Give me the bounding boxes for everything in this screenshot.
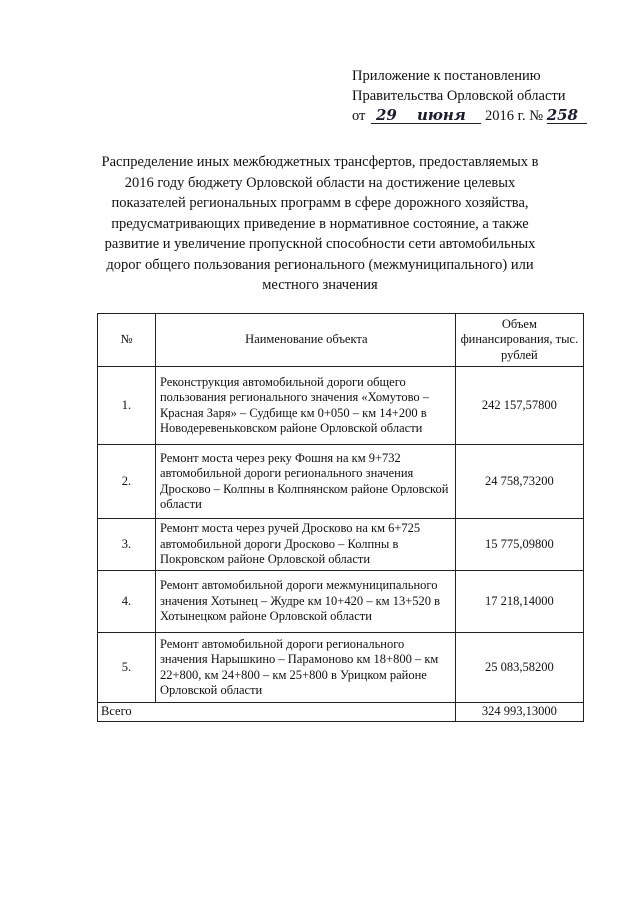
header-date-line: [352, 106, 592, 126]
row-sum: 25 083,58200: [455, 633, 583, 703]
distribution-table: [97, 313, 584, 722]
table-row: [98, 519, 584, 571]
handwritten-day: 29: [371, 107, 401, 124]
table-row: [98, 633, 584, 703]
from-label: от: [352, 108, 366, 124]
row-name: Реконструкция автомобильной дороги общего пользования регионального значения «Хомутово – Красная Заря» – Судбище км 0+050 – км 14+200 в Новодеревеньковском районе Орловской области: [155, 367, 455, 445]
col-header-sum: Объем финансирования, тыс. рублей: [455, 314, 583, 367]
row-name: Ремонт моста через реку Фошня на км 9+732 автомобильной дороги регионального значения Дросково – Колпны в Колпнянском районе Орловской области: [155, 445, 455, 519]
row-sum: 15 775,09800: [455, 519, 583, 571]
row-num: 2.: [98, 445, 156, 519]
total-sum: 324 993,13000: [455, 703, 583, 722]
row-sum: 242 157,57800: [455, 367, 583, 445]
document-title: Распределение иных межбюджетных трансфертов, предоставляемых в 2016 году бюджету Орловской области на достижение целевых показателей региональных программ в сфере дорожного хозяйства, предусматривающих приведение в нормативное состояние, а также развитие и увеличение пропускной способности сети автомобильных дорог общего пользования регионального (межмуниципального) или местного значения: [101, 154, 539, 293]
header-line-2: Правительства Орловской области: [352, 88, 566, 104]
total-label: Всего: [98, 703, 456, 722]
table-header-row: [98, 314, 584, 367]
row-num: 4.: [98, 571, 156, 633]
year-label: 2016 г.: [485, 108, 526, 124]
handwritten-month: июня: [401, 107, 481, 124]
table-row: [98, 445, 584, 519]
header-line-1: Приложение к постановлению: [352, 68, 541, 84]
col-header-name: Наименование объекта: [155, 314, 455, 367]
col-header-num: №: [98, 314, 156, 367]
row-sum: 17 218,14000: [455, 571, 583, 633]
row-num: 5.: [98, 633, 156, 703]
number-sign: №: [529, 108, 544, 124]
row-sum: 24 758,73200: [455, 445, 583, 519]
row-name: Ремонт автомобильной дороги межмуниципального значения Хотынец – Жудре км 10+420 – км 13+520 в Хотынецком районе Орловской области: [155, 571, 455, 633]
table-total-row: [98, 703, 584, 722]
row-name: Ремонт моста через ручей Дросково на км 6+725 автомобильной дороги Дросково – Колпны в Покровском районе Орловской области: [155, 519, 455, 571]
handwritten-number: 258: [547, 107, 587, 124]
row-name: Ремонт автомобильной дороги регионального значения Нарышкино – Парамоново км 18+800 – км 22+800, км 24+800 – км 25+800 в Урицком районе Орловской области: [155, 633, 455, 703]
row-num: 3.: [98, 519, 156, 571]
document-header: [352, 66, 592, 126]
row-num: 1.: [98, 367, 156, 445]
table-row: [98, 367, 584, 445]
table-row: [98, 571, 584, 633]
